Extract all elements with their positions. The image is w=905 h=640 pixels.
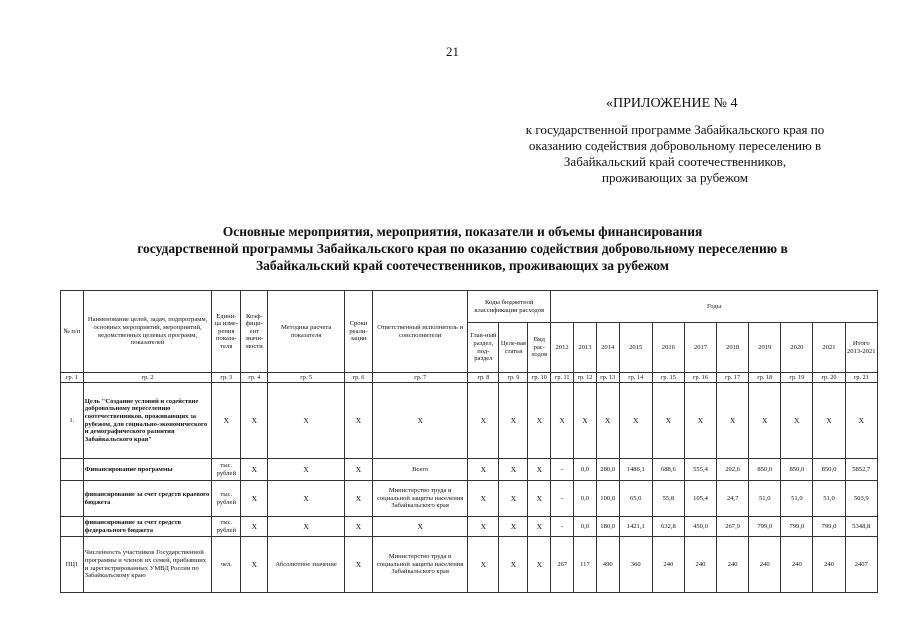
row-year-value: 65,0	[619, 481, 652, 517]
table-row	[61, 481, 878, 517]
row-method: X	[268, 459, 345, 481]
row-name: Цель "Создание условий и содействие добровольному переселению соотечественников, проживающих за рубежом, для социально-экономического и демографического развития Забайкальского края"	[83, 383, 212, 459]
row-year-value: X	[717, 383, 749, 459]
row-terms: X	[344, 383, 372, 459]
table-row	[61, 537, 878, 593]
col-number: гр. 17	[717, 373, 749, 383]
row-year-value: 240	[781, 537, 813, 593]
row-total: 5348,8	[845, 517, 877, 537]
header-code-main: Глав-ный раздел, под-раздел	[468, 323, 499, 373]
header-year: 2016	[652, 323, 684, 373]
appendix-line: проживающих за рубежом	[602, 170, 748, 185]
row-year-value: 688,6	[652, 459, 684, 481]
row-executor: X	[372, 383, 467, 459]
col-number: гр. 6	[344, 373, 372, 383]
row-year-value: X	[619, 383, 652, 459]
row-code-type: X	[528, 481, 551, 517]
row-year-value: 240	[652, 537, 684, 593]
row-method: Абсолютное значение	[268, 537, 345, 593]
row-year-value: 799,0	[781, 517, 813, 537]
row-code-target: X	[499, 537, 528, 593]
row-unit: тыс. рублей	[212, 517, 241, 537]
row-total: X	[845, 383, 877, 459]
title-line: Забайкальский край соотечественников, проживающих за рубежом	[256, 258, 669, 273]
row-year-value: 117	[574, 537, 597, 593]
row-code-target: X	[499, 383, 528, 459]
row-year-value: 0,0	[574, 481, 597, 517]
row-num	[61, 459, 84, 481]
col-number: гр. 9	[499, 373, 528, 383]
row-year-value: X	[596, 383, 619, 459]
header-num: № п/п	[61, 291, 84, 373]
row-num	[61, 517, 84, 537]
appendix-title: «ПРИЛОЖЕНИЕ № 4	[606, 96, 738, 111]
row-year-value: 799,0	[813, 517, 845, 537]
row-code-type: X	[528, 537, 551, 593]
row-year-value: 799,0	[749, 517, 781, 537]
row-code-main: X	[468, 481, 499, 517]
row-year-value: 292,6	[717, 459, 749, 481]
row-coef: X	[241, 517, 268, 537]
row-year-value: 555,4	[684, 459, 716, 481]
row-year-value: 180,0	[596, 517, 619, 537]
row-year-value: 51,0	[749, 481, 781, 517]
row-year-value: 240	[749, 537, 781, 593]
row-year-value: 360	[619, 537, 652, 593]
row-year-value: 1486,1	[619, 459, 652, 481]
header-method: Методика расчета показателя	[268, 291, 345, 373]
table-row	[61, 517, 878, 537]
row-year-value: 100,0	[596, 481, 619, 517]
row-code-main: X	[468, 537, 499, 593]
row-year-value: 51,0	[813, 481, 845, 517]
col-number: гр. 13	[596, 373, 619, 383]
header-year: 2017	[684, 323, 716, 373]
row-num: ПЦ1	[61, 537, 84, 593]
row-method: X	[268, 383, 345, 459]
row-year-value: X	[551, 383, 574, 459]
row-year-value: 850,0	[781, 459, 813, 481]
row-coef: X	[241, 537, 268, 593]
row-year-value: 850,0	[749, 459, 781, 481]
col-number: гр. 7	[372, 373, 467, 383]
header-code-type: Вид рас-ходов	[528, 323, 551, 373]
row-total: 5852,7	[845, 459, 877, 481]
row-coef: X	[241, 481, 268, 517]
col-number: гр. 14	[619, 373, 652, 383]
col-number: гр. 18	[749, 373, 781, 383]
row-executor: X	[372, 517, 467, 537]
row-name: Финансирование программы	[83, 459, 212, 481]
program-table	[60, 290, 878, 593]
row-executor: Министерство труда и социальной защиты населения Забайкальского края	[372, 537, 467, 593]
col-number: гр. 3	[212, 373, 241, 383]
page-number: 21	[446, 44, 459, 59]
row-code-target: X	[499, 459, 528, 481]
col-number: гр. 10	[528, 373, 551, 383]
row-year-value: 55,8	[652, 481, 684, 517]
row-code-target: X	[499, 481, 528, 517]
row-year-value: 240	[717, 537, 749, 593]
col-number: гр. 16	[684, 373, 716, 383]
appendix-line: оказанию содействия добровольному переселению в	[528, 138, 822, 153]
row-year-value: 24,7	[717, 481, 749, 517]
row-year-value: 240	[684, 537, 716, 593]
row-code-type: X	[528, 459, 551, 481]
row-year-value: -	[551, 459, 574, 481]
header-total: Итого 2013-2021	[845, 323, 877, 373]
col-number: гр. 21	[845, 373, 877, 383]
col-number: гр. 11	[551, 373, 574, 383]
row-year-value: X	[781, 383, 813, 459]
row-code-main: X	[468, 459, 499, 481]
row-unit: X	[212, 383, 241, 459]
row-year-value: 450,0	[684, 517, 716, 537]
row-num	[61, 481, 84, 517]
row-year-value: 240	[813, 537, 845, 593]
col-number: гр. 20	[813, 373, 845, 383]
row-method: X	[268, 517, 345, 537]
row-unit: чел.	[212, 537, 241, 593]
header-years: Годы	[551, 291, 878, 323]
row-year-value: 0,0	[574, 517, 597, 537]
row-year-value: 632,8	[652, 517, 684, 537]
col-number: гр. 2	[83, 373, 212, 383]
row-name: финансирование за счет средств краевого бюджета	[83, 481, 212, 517]
header-unit: Едини-ца изме-рения показа-теля	[212, 291, 241, 373]
header-year: 2018	[717, 323, 749, 373]
row-terms: X	[344, 459, 372, 481]
header-name: Наименование целей, задач, подпрограмм, основных мероприятий, мероприятий, ведомственных целевых программ, показателей	[83, 291, 212, 373]
col-number: гр. 5	[268, 373, 345, 383]
title-line: государственной программы Забайкальского края по оказанию содействия добровольному переселению в	[137, 241, 788, 256]
table-row	[61, 383, 878, 459]
col-number: гр. 12	[574, 373, 597, 383]
row-num: 1.	[61, 383, 84, 459]
header-year: 2012	[551, 323, 574, 373]
row-year-value: 280,0	[596, 459, 619, 481]
row-year-value: -	[551, 481, 574, 517]
row-terms: X	[344, 537, 372, 593]
row-code-type: X	[528, 517, 551, 537]
row-total: 2407	[845, 537, 877, 593]
row-executor: Всего	[372, 459, 467, 481]
appendix-line: к государственной программе Забайкальского края по	[525, 122, 825, 137]
row-year-value: X	[813, 383, 845, 459]
row-year-value: 267	[551, 537, 574, 593]
appendix-subtitle	[480, 122, 870, 186]
table-row	[61, 459, 878, 481]
header-year: 2019	[749, 323, 781, 373]
header-codes: Коды бюджетной классификации расходов	[468, 291, 551, 323]
row-year-value: 51,0	[781, 481, 813, 517]
row-year-value: 267,9	[717, 517, 749, 537]
header-year: 2013	[574, 323, 597, 373]
row-code-target: X	[499, 517, 528, 537]
header-year: 2014	[596, 323, 619, 373]
row-year-value: 0,0	[574, 459, 597, 481]
row-name: Численность участников Государственной программы и членов их семей, прибывших и зарегистрированных УМВД России по Забайкальскому краю	[83, 537, 212, 593]
title-line: Основные мероприятия, мероприятия, показатели и объемы финансирования	[222, 224, 703, 239]
header-coef: Коэф-фици-ент значи-мости	[241, 291, 268, 373]
row-total: 503,9	[845, 481, 877, 517]
row-year-value: X	[749, 383, 781, 459]
row-terms: X	[344, 517, 372, 537]
appendix-line: Забайкальский край соотечественников,	[563, 154, 787, 169]
row-coef: X	[241, 383, 268, 459]
row-year-value: X	[574, 383, 597, 459]
row-code-main: X	[468, 383, 499, 459]
row-year-value: 105,4	[684, 481, 716, 517]
row-terms: X	[344, 481, 372, 517]
row-code-type: X	[528, 383, 551, 459]
row-code-main: X	[468, 517, 499, 537]
header-year: 2015	[619, 323, 652, 373]
row-year-value: 490	[596, 537, 619, 593]
row-name: финансирование за счет средств федерального бюджета	[83, 517, 212, 537]
header-year: 2020	[781, 323, 813, 373]
header-code-target: Целе-вая статья	[499, 323, 528, 373]
col-number: гр. 1	[61, 373, 84, 383]
row-year-value: X	[652, 383, 684, 459]
header-terms: Сроки реали-зации	[344, 291, 372, 373]
col-number: гр. 8	[468, 373, 499, 383]
row-year-value: 1421,1	[619, 517, 652, 537]
row-unit: тыс. рублей	[212, 481, 241, 517]
row-unit: тыс. рублей	[212, 459, 241, 481]
document-title	[60, 223, 865, 274]
row-year-value: -	[551, 517, 574, 537]
row-coef: X	[241, 459, 268, 481]
col-number: гр. 4	[241, 373, 268, 383]
col-number: гр. 15	[652, 373, 684, 383]
row-year-value: 850,0	[813, 459, 845, 481]
header-executor: Ответственный исполнитель и соисполнители	[372, 291, 467, 373]
header-year: 2021	[813, 323, 845, 373]
row-method: X	[268, 481, 345, 517]
row-executor: Министерство труда и социальной защиты населения Забайкальского края	[372, 481, 467, 517]
row-year-value: X	[684, 383, 716, 459]
col-number: гр. 19	[781, 373, 813, 383]
